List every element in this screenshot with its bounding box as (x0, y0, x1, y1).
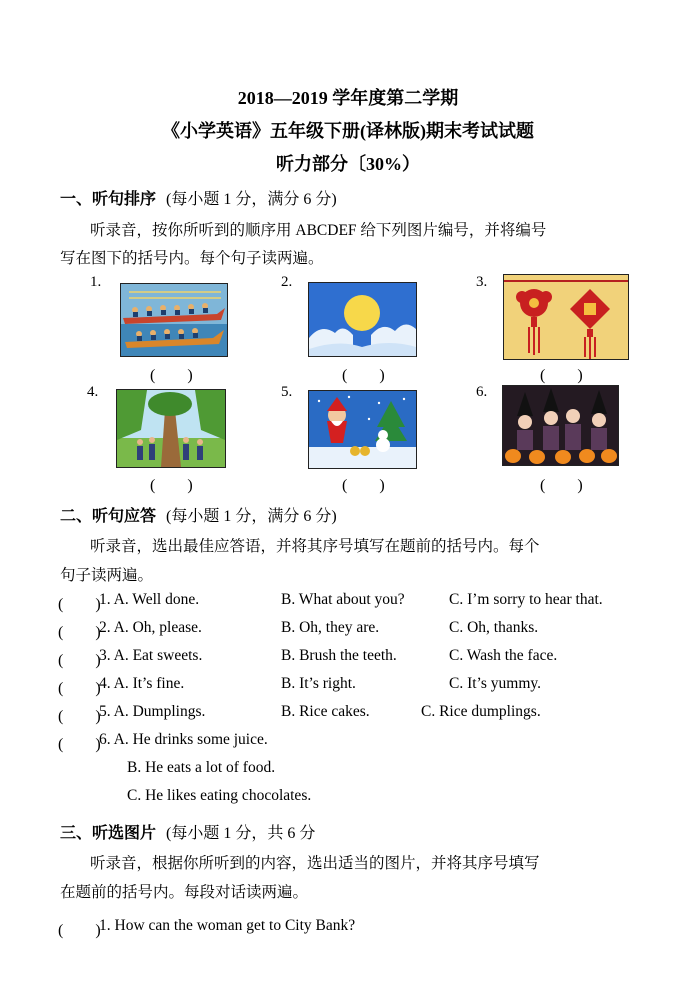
picture-number-4: 4. (87, 384, 99, 400)
tree-climbing-picture (116, 389, 226, 468)
section2-instruction-line2: 句子读两遍。 (60, 567, 154, 584)
picture-number-5: 5. (281, 384, 293, 400)
q1-option-b: B. What about you? (281, 591, 405, 608)
answer-parens-q2[interactable]: ( ) (58, 624, 101, 641)
halloween-party-picture (502, 385, 619, 466)
section3-score: (每小题 1 分，共 6 分 (166, 825, 316, 842)
answer-parens-q4[interactable]: ( ) (58, 680, 101, 697)
section3-title: 三、听选图片 (60, 825, 157, 842)
answer-parens-picture-6[interactable]: ( ) (540, 477, 583, 494)
section3-heading (60, 820, 315, 843)
picture-number-2: 2. (281, 274, 293, 290)
q6-option-b: B. He eats a lot of food. (127, 759, 276, 776)
s3-q1-question: 1. How can the woman get to City Bank? (99, 917, 356, 934)
section3-instruction-line1: 听录音，根据你所听到的内容，选出适当的图片，并将其序号填写 (90, 855, 540, 872)
answer-parens-picture-2[interactable]: ( ) (342, 367, 385, 384)
section2-heading (60, 503, 337, 526)
title-school-year: 2018—2019 学年度第二学期 (237, 88, 459, 108)
q4-option-c: C. It’s yummy. (449, 675, 542, 692)
q5-option-c: C. Rice dumplings. (421, 703, 541, 720)
picture-number-1: 1. (90, 274, 102, 290)
q1-option-a: 1. A. Well done. (99, 591, 200, 608)
title-exam-name: 《小学英语》五年级下册(译林版)期末考试试题 (162, 121, 534, 141)
full-moon-picture (308, 282, 417, 357)
q5-option-b: B. Rice cakes. (281, 703, 370, 720)
section2-score: (每小题 1 分，满分 6 分) (166, 508, 337, 525)
q2-option-a: 2. A. Oh, please. (99, 619, 202, 636)
q3-option-c: C. Wash the face. (449, 647, 558, 664)
answer-parens-q1[interactable]: ( ) (58, 596, 101, 613)
section1-title: 一、听句排序 (60, 191, 157, 208)
q4-option-b: B. It’s right. (281, 675, 356, 692)
title-listening-part: 听力部分〔30%） (276, 154, 420, 174)
picture-number-6: 6. (476, 384, 488, 400)
section2-instruction-line1: 听录音，选出最佳应答语，并将其序号填写在题前的括号内。每个 (90, 538, 540, 555)
answer-parens-q6[interactable]: ( ) (58, 736, 101, 753)
q1-option-c: C. I’m sorry to hear that. (449, 591, 603, 608)
q6-option-c: C. He likes eating chocolates. (127, 787, 312, 804)
answer-parens-picture-3[interactable]: ( ) (540, 367, 583, 384)
section2-title: 二、听句应答 (60, 508, 157, 525)
section1-score: (每小题 1 分，满分 6 分) (166, 191, 337, 208)
section1-heading (60, 186, 337, 209)
answer-parens-picture-1[interactable]: ( ) (150, 367, 193, 384)
section1-instruction-line2: 写在图下的括号内。每个句子读两遍。 (60, 250, 324, 267)
answer-parens-s3-q1[interactable]: ( ) (58, 922, 101, 939)
section3-instruction-line2: 在题前的括号内。每段对话读两遍。 (60, 884, 309, 901)
section1-instruction-line1: 听录音，按你所听到的顺序用 ABCDEF 给下列图片编号，并将编号 (90, 222, 547, 239)
dragon-boat-race-picture (120, 283, 228, 357)
q2-option-c: C. Oh, thanks. (449, 619, 539, 636)
chinese-knots-picture (503, 274, 629, 360)
q3-option-b: B. Brush the teeth. (281, 647, 397, 664)
q3-option-a: 3. A. Eat sweets. (99, 647, 203, 664)
christmas-picture (308, 390, 417, 469)
answer-parens-picture-4[interactable]: ( ) (150, 477, 193, 494)
q5-option-a: 5. A. Dumplings. (99, 703, 206, 720)
answer-parens-q3[interactable]: ( ) (58, 652, 101, 669)
answer-parens-q5[interactable]: ( ) (58, 708, 101, 725)
q6-option-a: 6. A. He drinks some juice. (99, 731, 268, 748)
answer-parens-picture-5[interactable]: ( ) (342, 477, 385, 494)
q4-option-a: 4. A. It’s fine. (99, 675, 185, 692)
q2-option-b: B. Oh, they are. (281, 619, 380, 636)
picture-number-3: 3. (476, 274, 488, 290)
